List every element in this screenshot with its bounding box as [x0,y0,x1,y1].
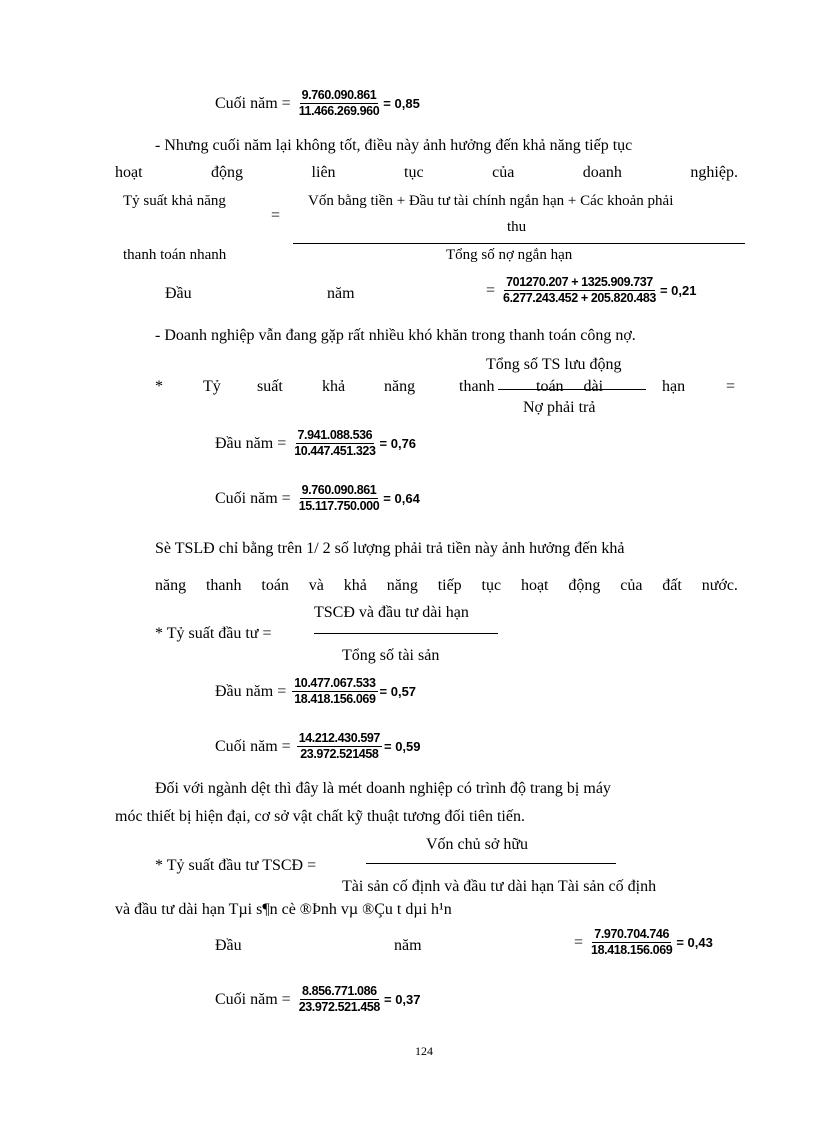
formula-cuoi-nam-4 [215,984,421,1015]
word: của [492,164,515,181]
numerator: 9.760.090.861 [301,483,377,497]
result: = 0,64 [383,491,420,506]
longterm-numerator: Tổng số TS lưu động [486,356,622,373]
fraction [292,676,377,707]
result: = 0,57 [379,684,417,699]
word: năng [155,577,187,594]
numerator: 701270.207 + 1325.909.737 [506,275,653,289]
formula-cuoi-nam-1 [215,88,420,119]
label-dau: Đầu [215,937,242,954]
justified-line [155,577,738,595]
w-ty: Tỷ [203,378,221,395]
denominator: 18.418.156.069 [591,943,673,957]
justified-line [115,164,738,182]
label-nam: năm [394,937,422,954]
quick-ratio-denominator: Tổng số nợ ngắn hạn [446,247,573,263]
invest-numerator: TSCĐ và đầu tư dài hạn [314,604,469,621]
fixed-label: * Tỷ suất đầu tư TSCĐ = [155,857,317,874]
word: hoạt [520,577,549,594]
longterm-denominator: Nợ phải trả [523,399,596,416]
word: nghiệp. [690,164,738,181]
formula-dau-nam-3 [215,676,416,707]
fraction [501,275,658,306]
denominator: 11.466.269.960 [298,104,380,118]
struck-words: toán dài [536,378,604,395]
formula-dau-nam-4 [574,927,713,958]
formula-label: Đầu năm = [215,682,287,700]
fixed-denominator: Tài sản cố định và đầu tư dài hạn Tài sản cố định [342,878,657,895]
numerator: 8.856.771.086 [301,984,377,998]
quick-ratio-label-top: Tỷ suất khả năng [123,193,226,209]
fraction-bar [293,243,745,244]
fixed-numerator: Vốn chủ sở hữu [426,836,529,853]
word: tục [481,577,502,594]
formula-label: Cuối năm = [215,489,291,507]
quick-ratio-label-bottom: thanh toán nhanh [123,247,227,263]
result: = 0,85 [383,96,420,111]
equals-sign: = [574,933,584,951]
fraction [589,927,674,958]
formula-label: Cuối năm = [215,990,291,1008]
fraction [292,428,377,459]
result: = 0,21 [659,283,697,298]
word: đất [662,577,682,594]
equals-sign: = [486,281,496,299]
label-nam: năm [327,285,355,302]
fraction [297,483,382,514]
formula-cuoi-nam-3 [215,731,421,762]
fraction [297,731,382,762]
denominator: 10.447.451.323 [294,444,376,458]
word: doanh [582,164,622,181]
quick-ratio-eq: = [271,207,281,224]
denominator: 23.972.521.458 [298,1000,380,1014]
formula-label: Cuối năm = [215,94,291,112]
invest-denominator: Tổng số tài sản [342,647,440,664]
quick-ratio-numerator-cont: thu [507,219,527,235]
word: hoạt [115,164,143,181]
word: và [308,577,324,594]
word: khả [343,577,367,594]
denominator: 15.117.750.000 [298,499,380,513]
fraction-bar [366,863,616,864]
denominator: 23.972.521458 [300,747,379,761]
fraction [297,88,382,119]
paragraph-line: - Nhưng cuối năm lại không tốt, điều này ảnh hưởng đến khả năng tiếp tục [155,137,633,154]
paragraph-line: - Doanh nghiệp vẫn đang gặp rất nhiều khó khăn trong thanh toán công nợ. [155,327,636,344]
w-nang: năng [384,378,416,395]
formula-label: Đầu năm = [215,434,287,452]
fraction-bar [314,633,498,634]
word: năng [386,577,418,594]
paragraph-line: móc thiết bị hiện đại, cơ sở vật chất kỹ thuật tương đối tiên tiến. [115,808,525,825]
result: = 0,43 [676,935,713,950]
w-kha: khả [322,378,346,395]
paragraph-line: Sè TSLĐ chỉ bằng trên 1/ 2 số lượng phải trả tiền này ảnh hưởng đến khả [155,540,625,557]
word: tục [404,164,424,181]
fraction [297,984,382,1015]
result: = 0,37 [383,992,421,1007]
w-star: * [155,378,163,395]
numerator: 7.970.704.746 [594,927,670,941]
fixed-denominator-cont: và đầu tư dài hạn Tµi s¶n cè ®Þnh vµ ®Çu t dµi h¹n [115,901,452,918]
quick-ratio-numerator: Vốn bằng tiền + Đầu tư tài chính ngắn hạn + Các khoản phải [308,193,674,209]
word: động [568,577,601,594]
numerator: 9.760.090.861 [301,88,377,102]
word: của [620,577,643,594]
formula-label: Cuối năm = [215,737,291,755]
result: = 0,59 [383,739,421,754]
word: toán [261,577,289,594]
formula-cuoi-nam-2 [215,483,420,514]
word: tiếp [437,577,462,594]
formula-dau-nam-2 [215,428,416,459]
word: thanh [205,577,242,594]
numerator: 14.212.430.597 [298,731,380,745]
numerator: 10.477.067.533 [294,676,376,690]
w-suat: suất [257,378,283,395]
invest-label: * Tỷ suất đầu tư = [155,625,272,642]
numerator: 7.941.088.536 [297,428,373,442]
denominator: 18.418.156.069 [294,692,376,706]
result: = 0,76 [379,436,417,451]
w-han: hạn [662,378,686,395]
paragraph-line: Đối với ngành dệt thì đây là mét doanh nghiệp có trình độ trang bị máy [155,780,611,797]
word: nước. [701,577,738,594]
label-dau: Đầu [165,285,192,302]
denominator: 6.277.243.452 + 205.820.483 [503,291,656,305]
word: động [211,164,244,181]
page-number: 124 [415,1044,433,1058]
w-eq: = [726,378,736,395]
word: liên [311,164,336,181]
formula-dau-nam-quick [486,275,696,306]
w-thanh: thanh [459,378,495,395]
